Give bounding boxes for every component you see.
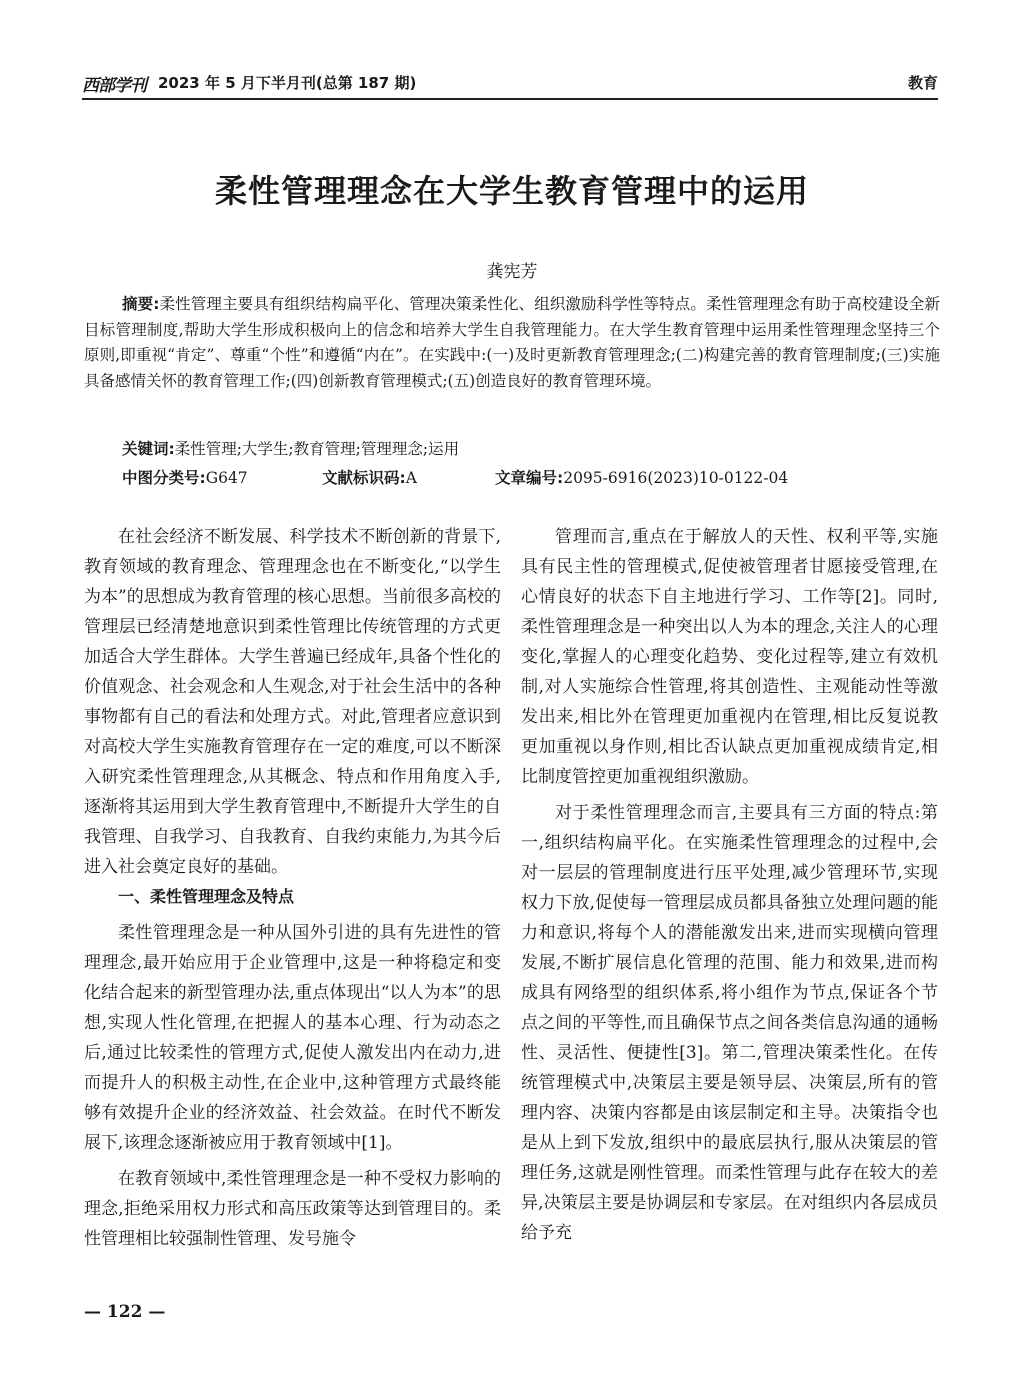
clc-label: 中图分类号: [122,469,206,487]
section-heading: 一、柔性管理理念及特点 [118,887,295,906]
journal-logo: 西部学刊 [82,76,146,96]
paragraph: 在社会经济不断发展、科学技术不断创新的背景下,教育领域的教育理念、管理理念也在不断变化,“以学生为本”的思想成为教育管理的核心思想。当前很多高校的管理层已经清楚地意识到柔性管理比传统管理的方式更加适合大学生群体。大学生普遍已经成年,具备个性化的价值观念、社会观念和人生观念,对于社会生活中的各种事物都有自己的看法和处理方式。对此,管理者应意识到对高校大学生实施教育管理存在一定的难度,可以不断深入研究柔性管理理念,从其概念、特点和作用角度入手,逐渐将其运用到大学生教育管理中,不断提升大学生的自我管理、自我学习、自我教育、自我约束能力,为其今后进入社会奠定良好的基础。 [84,527,501,877]
article-no-label: 文章编号: [495,469,564,487]
article-no-value: 2095-6916(2023)10-0122-04 [563,469,789,487]
keywords-label: 关键词: [122,440,175,458]
paragraph: 在教育领域中,柔性管理理念是一种不受权力影响的理念,拒绝采用权力形式和高压政策等达到管理目的。柔性管理相比较强制性管理、发号施令 [84,1169,501,1249]
clc-value: G647 [205,469,248,487]
paragraph: 管理而言,重点在于解放人的天性、权利平等,实施具有民主性的管理模式,促使被管理者甘愿接受管理,在心情良好的状态下自主地进行学习、工作等[2]。同时,柔性管理理念是一种突出以人为本的理念,关注人的心理变化,掌握人的心理变化趋势、变化过程等,建立有效机制,对人实施综合性管理,将其创造性、主观能动性等激发出来,相比外在管理更加重视内在管理,相比反复说教更加重视以身作则,相比否认缺点更加重视成绩肯定,相比制度管控更加重视组织激励。 [521,527,938,787]
document-code [322,466,417,488]
issue-info: 2023 年 5 月下半月刊(总第 187 期) [158,74,417,92]
keywords-text: 柔性管理;大学生;教育管理;管理理念;运用 [174,440,460,458]
abstract-text: 柔性管理主要具有组织结构扁平化、管理决策柔性化、组织激励科学性等特点。柔性管理理念有助于高校建设全新目标管理制度,帮助大学生形成积极向上的信念和培养大学生自我管理能力。在大学生教育管理中运用柔性管理理念坚持三个原则,即重视“肯定”、尊重“个性”和遵循“内在”。在实践中:(一)及时更新教育管理理念;(二)构建完善的教育管理制度;(三)实施具备感情关怀的教育管理工作;(四)创新教育管理模式;(五)创造良好的教育管理环境。 [84,295,940,390]
keywords [122,437,459,459]
article-title: 柔性管理理念在大学生教育管理中的运用 [214,172,809,210]
abstract [84,292,940,394]
paragraph: 柔性管理理念是一种从国外引进的具有先进性的管理理念,最开始应用于企业管理中,这是一种将稳定和变化结合起来的新型管理办法,重点体现出“以人为本”的思想,实现人性化管理,在把握人的基本心理、行为动态之后,通过比较柔性的管理方式,促使人激发出内在动力,进而提升人的积极主动性,在企业中,这种管理方式最终能够有效提升企业的经济效益、社会效益。在时代不断发展下,该理念逐渐被应用于教育领域中[1]。 [84,923,501,1153]
clc-number [122,466,248,488]
page-number: — 122 — [84,1302,166,1322]
section-label: 教育 [907,74,938,92]
article-author: 龚宪芳 [486,262,538,282]
doc-code-label: 文献标识码: [322,469,406,487]
abstract-label: 摘要: [122,295,160,313]
article-number [495,466,788,488]
body-column-right [521,522,938,1248]
doc-code-value: A [405,469,417,487]
running-header [82,68,938,100]
body-column-left [84,522,501,1254]
paragraph: 对于柔性管理理念而言,主要具有三方面的特点:第一,组织结构扁平化。在实施柔性管理理念的过程中,会对一层层的管理制度进行压平处理,减少管理环节,实现权力下放,促使每一管理层成员都具备独立处理问题的能力和意识,将每个人的潜能激发出来,进而实现横向管理发展,不断扩展信息化管理的范围、能力和效果,进而构成具有网络型的组织体系,将小组作为节点,保证各个节点之间的平等性,而且确保节点之间各类信息沟通的通畅性、灵活性、便捷性[3]。第二,管理决策柔性化。在传统管理模式中,决策层主要是领导层、决策层,所有的管理内容、决策内容都是由该层制定和主导。决策指令也是从上到下发放,组织中的最底层执行,服从决策层的管理任务,这就是刚性管理。而柔性管理与此存在较大的差异,决策层主要是协调层和专家层。在对组织内各层成员给予充 [521,803,938,1243]
